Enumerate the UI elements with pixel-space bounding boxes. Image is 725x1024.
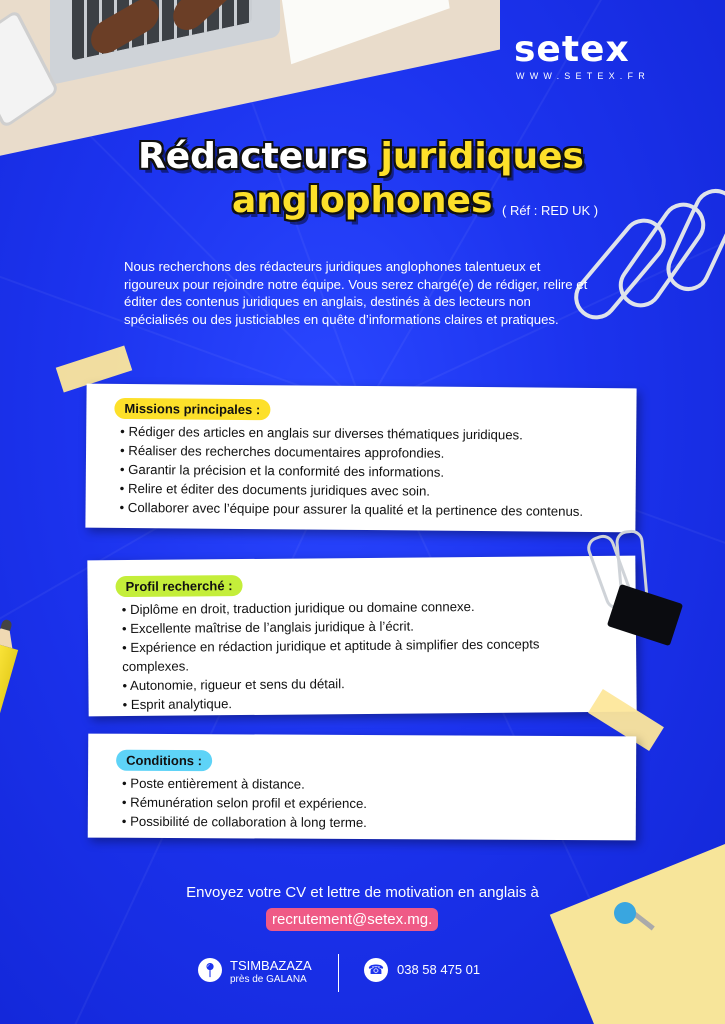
call-to-action: Envoyez votre CV et lettre de motivation en anglais à [186, 884, 539, 901]
email-link[interactable]: recrutement@setex.mg. [266, 908, 438, 931]
pencil-icon [0, 607, 54, 1024]
profil-list [122, 596, 557, 714]
list-item: • Expérience en rédaction juridique et aptitude à simplifier des concepts complexes. [122, 634, 556, 676]
phone-number[interactable]: 038 58 475 01 [397, 962, 481, 977]
list-item: • Réaliser des recherches documentaires approfondies. [120, 441, 618, 464]
conditions-label: Conditions : [116, 750, 212, 772]
missions-list [119, 422, 618, 521]
title-line-2 [232, 180, 492, 221]
list-item: • Excellente maîtrise de l’anglais juridique à l’écrit. [122, 615, 556, 638]
list-item: • Relire et éditer des documents juridiques avec soin. [120, 479, 618, 502]
push-pin-icon [614, 902, 636, 924]
profil-label: Profil recherché : [115, 575, 242, 597]
title-word-redacteurs: Rédacteurs [138, 136, 368, 177]
pencil-body [0, 641, 18, 1024]
intro-paragraph: Nous recherchons des rédacteurs juridiques anglophones talentueux et rigoureux pour rejoindre notre équipe. Vous serez chargé(e) de rédiger, relire et éditer des contenus juridiques en anglais, destinés à des lecteurs non spécialisés ou des justiciables en quête d’informations claires et pratiques. [124, 259, 588, 327]
title-word-anglophones: anglophones [232, 180, 493, 221]
laptop-image [50, 0, 280, 85]
list-item: • Rédiger des articles en anglais sur diverses thématiques juridiques. [120, 422, 618, 445]
location-name: TSIMBAZAZA [230, 958, 312, 973]
list-item: • Garantir la précision et la conformité des informations. [120, 460, 618, 483]
profil-card [87, 556, 636, 717]
missions-label: Missions principales : [114, 398, 270, 420]
conditions-card [88, 734, 637, 841]
list-item: • Diplôme en droit, traduction juridique ou domaine connexe. [122, 596, 556, 619]
title-line-1 [138, 136, 584, 177]
title-word-juridiques: juridiques [380, 136, 584, 177]
conditions-list [122, 774, 618, 834]
list-item: • Rémunération selon profil et expérience. [122, 793, 618, 815]
list-item: • Poste entièrement à distance. [122, 774, 618, 796]
location-pin-icon: 📍︎ [198, 958, 222, 982]
list-item: • Collaborer avec l’équipe pour assurer la qualité et la pertinence des contenus. [119, 498, 617, 521]
setex-logo[interactable] [514, 29, 674, 81]
missions-card [85, 384, 636, 533]
notebook-image [270, 0, 449, 64]
contact-divider [338, 954, 339, 992]
list-item: • Possibilité de collaboration à long terme. [122, 812, 618, 834]
list-item: • Esprit analytique. [123, 691, 557, 714]
logo-wordmark: setex [514, 29, 630, 70]
logo-url: WWW.SETEX.FR [516, 71, 650, 81]
job-reference: ( Réf : RED UK ) [502, 203, 599, 218]
location-detail: près de GALANA [230, 974, 307, 985]
phone-icon: ☎︎ [364, 958, 388, 982]
list-item: • Autonomie, rigueur et sens du détail. [122, 672, 556, 695]
